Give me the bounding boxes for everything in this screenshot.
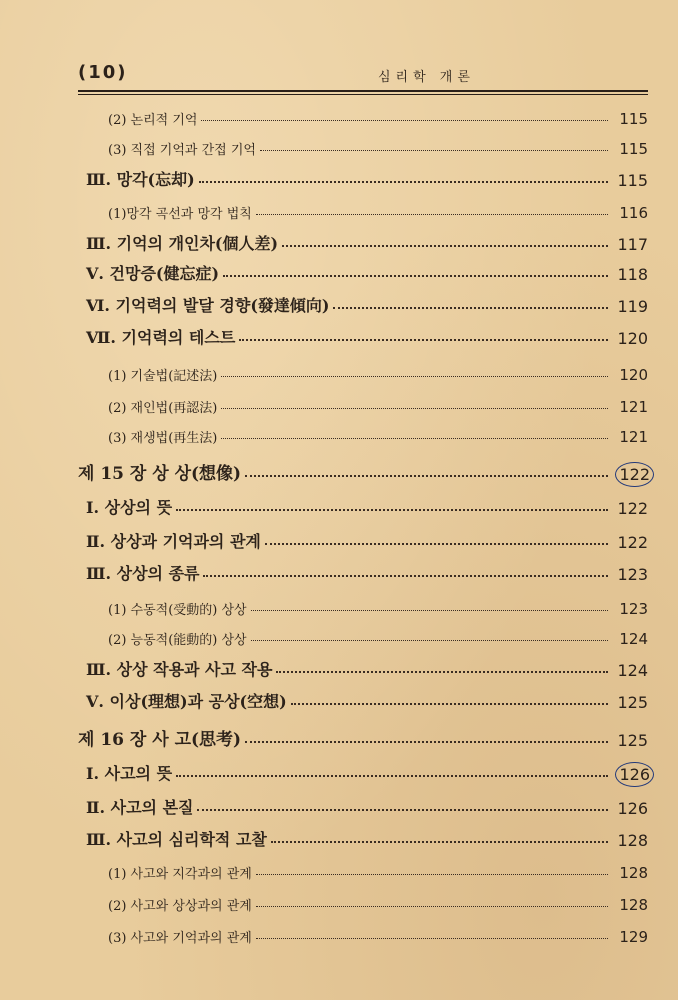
subsection-entry [108, 620, 648, 648]
page-number-text: 117 [617, 235, 648, 254]
dot-leader [260, 149, 608, 151]
subsection-entry [108, 130, 648, 158]
entry-title: (1)망각 곡선과 망각 법칙 [108, 207, 252, 222]
page-number-text: 115 [619, 140, 648, 158]
page-number-text: 118 [617, 265, 648, 284]
page-number-text: 124 [619, 630, 648, 648]
circled-page-number: 126 [615, 762, 654, 787]
entry-page-number [612, 140, 648, 158]
entry-page-number [612, 329, 648, 348]
dot-leader [221, 375, 608, 377]
dot-leader [197, 808, 608, 811]
entry-page-number [612, 428, 648, 446]
subsection-entry [108, 886, 648, 914]
page-number-text: 129 [619, 928, 648, 946]
page-number-text: 120 [619, 366, 648, 384]
page-number-text: 115 [617, 171, 648, 190]
entry-page-number [612, 765, 648, 784]
section-entry [86, 756, 648, 784]
subsection-entry [108, 854, 648, 882]
entry-title: Ⅵ. 기억력의 발달 경향(發達傾向) [86, 296, 330, 315]
entry-title: Ⅲ. 기억의 개인차(個人差) [86, 234, 279, 253]
entry-page-number [612, 171, 648, 190]
section-entry [86, 790, 648, 818]
dot-leader [239, 338, 608, 341]
entry-title: (3) 재생법(再生法) [108, 431, 218, 446]
section-entry [86, 684, 648, 712]
subsection-entry [108, 388, 648, 416]
dot-leader [176, 774, 608, 777]
dot-leader [256, 213, 608, 215]
section-entry [86, 226, 648, 254]
dot-leader [333, 306, 608, 309]
entry-title: Ⅱ. 사고의 본질 [86, 798, 194, 817]
entry-page-number [612, 896, 648, 914]
entry-page-number [612, 265, 648, 284]
dot-leader [265, 542, 608, 545]
entry-page-number [612, 499, 648, 518]
page-number-text: 125 [617, 731, 648, 750]
entry-page-number [612, 533, 648, 552]
section-entry [86, 490, 648, 518]
page-number-text: 120 [617, 329, 648, 348]
circled-page-number: 122 [615, 462, 654, 487]
dot-leader [199, 180, 608, 183]
page-number-text: 119 [617, 297, 648, 316]
entry-page-number [612, 110, 648, 128]
entry-page-number [612, 565, 648, 584]
dot-leader [251, 609, 608, 611]
page-number: (10) [78, 62, 128, 83]
page-number-text: 124 [617, 661, 648, 680]
page-number-text: 122 [617, 533, 648, 552]
entry-title: Ⅴ. 건망증(健忘症) [86, 264, 220, 283]
page-number-text: 121 [619, 398, 648, 416]
entry-page-number [612, 799, 648, 818]
entry-page-number [612, 235, 648, 254]
dot-leader [276, 670, 608, 673]
page-number-text: 122 [617, 499, 648, 518]
entry-page-number [612, 366, 648, 384]
entry-title: (3) 사고와 기억과의 관계 [108, 931, 252, 946]
section-entry [86, 822, 648, 850]
dot-leader [221, 437, 608, 439]
subsection-entry [108, 356, 648, 384]
entry-page-number [612, 831, 648, 850]
page-number-text: 125 [617, 693, 648, 712]
subsection-entry [108, 194, 648, 222]
dot-leader [291, 702, 608, 705]
entry-title: 제 16 장 사 고(思考) [78, 730, 242, 750]
entry-title: Ⅲ. 상상의 종류 [86, 564, 200, 583]
dot-leader [245, 474, 608, 477]
subsection-entry [108, 100, 648, 128]
entry-page-number [612, 630, 648, 648]
page-number-text: 116 [619, 204, 648, 222]
dot-leader [256, 873, 608, 875]
entry-title: Ⅲ. 상상 작용과 사고 작용 [86, 660, 273, 679]
dot-leader [256, 937, 608, 939]
chapter-entry [78, 722, 648, 750]
page-number-text: 128 [619, 896, 648, 914]
dot-leader [176, 508, 608, 511]
dot-leader [271, 840, 608, 843]
entry-title: (1) 수동적(受動的) 상상 [108, 603, 247, 618]
page-number-text: 128 [617, 831, 648, 850]
entry-title: (2) 재인법(再認法) [108, 401, 218, 416]
entry-page-number [612, 693, 648, 712]
section-entry [86, 524, 648, 552]
page-number-text: 123 [619, 600, 648, 618]
entry-title: (1) 사고와 지각과의 관계 [108, 867, 252, 882]
section-entry [86, 256, 648, 284]
entry-page-number [612, 600, 648, 618]
entry-page-number [612, 731, 648, 750]
page-number-text: 126 [617, 799, 648, 818]
subsection-entry [108, 418, 648, 446]
entry-title: Ⅱ. 상상과 기억과의 관계 [86, 532, 261, 551]
section-entry [86, 652, 648, 680]
entry-title: 제 15 장 상 상(想像) [78, 464, 242, 484]
entry-page-number [612, 465, 648, 484]
entry-title: Ⅲ. 사고의 심리학적 고찰 [86, 830, 267, 849]
section-entry [86, 556, 648, 584]
entry-title: (3) 직접 기억과 간접 기억 [108, 143, 256, 158]
entry-title: Ⅰ. 사고의 뜻 [86, 764, 173, 783]
entry-page-number [612, 928, 648, 946]
entry-page-number [612, 661, 648, 680]
dot-leader [282, 244, 608, 247]
entry-title: Ⅴ. 이상(理想)과 공상(空想) [86, 692, 287, 711]
dot-leader [245, 740, 608, 743]
running-title: 심리학 개론 [378, 70, 475, 85]
dot-leader [201, 119, 608, 121]
entry-page-number [612, 864, 648, 882]
section-entry [86, 320, 648, 348]
dot-leader [256, 905, 608, 907]
entry-page-number [612, 204, 648, 222]
entry-title: (2) 논리적 기억 [108, 113, 198, 128]
dot-leader [223, 274, 608, 277]
dot-leader [203, 574, 608, 577]
page-number-text: 128 [619, 864, 648, 882]
section-entry [86, 162, 648, 190]
entry-page-number [612, 398, 648, 416]
entry-title: Ⅲ. 망각(忘却) [86, 170, 195, 189]
entry-title: Ⅰ. 상상의 뜻 [86, 498, 173, 517]
section-entry [86, 288, 648, 316]
entry-title: Ⅶ. 기억력의 테스트 [86, 328, 236, 347]
entry-title: (1) 기술법(記述法) [108, 369, 218, 384]
entry-page-number [612, 297, 648, 316]
page-number-text: 121 [619, 428, 648, 446]
page-number-text: 115 [619, 110, 648, 128]
subsection-entry [108, 918, 648, 946]
page-number-text: 123 [617, 565, 648, 584]
dot-leader [221, 407, 608, 409]
entry-title: (2) 사고와 상상과의 관계 [108, 899, 252, 914]
entry-title: (2) 능동적(能動的) 상상 [108, 633, 247, 648]
subsection-entry [108, 590, 648, 618]
dot-leader [251, 639, 608, 641]
chapter-entry [78, 456, 648, 484]
